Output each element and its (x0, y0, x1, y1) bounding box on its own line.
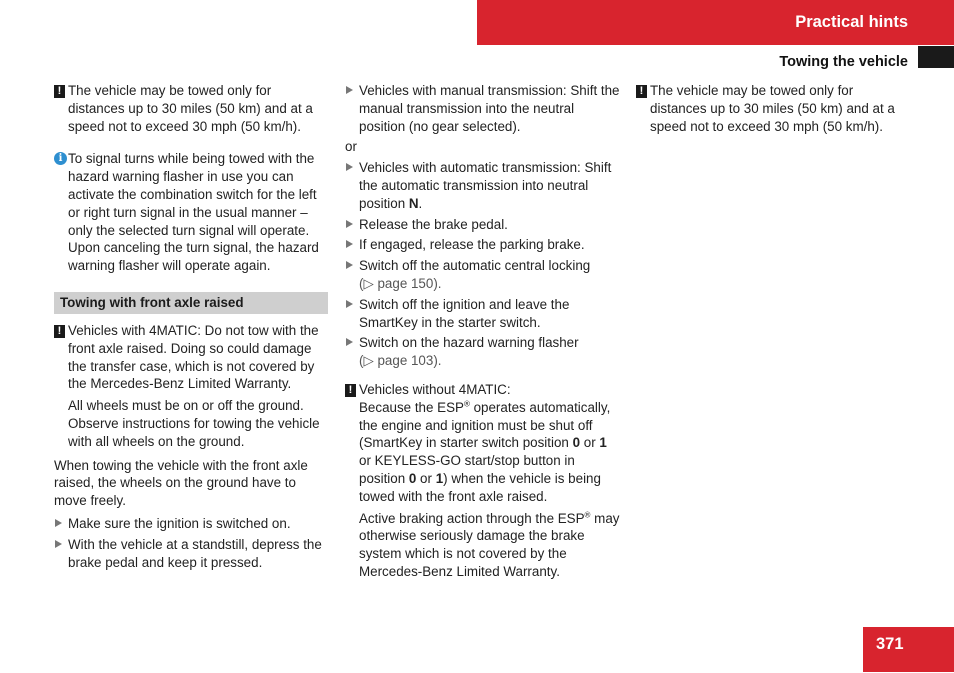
step-text: With the vehicle at a standstill, depress the brake pedal and keep it pressed. (68, 536, 322, 570)
bullet-triangle-icon (346, 338, 353, 346)
list-item (345, 334, 621, 370)
position-one: 1 (599, 435, 607, 451)
list-item (345, 82, 621, 135)
bullet-triangle-icon (346, 261, 353, 269)
step-text: Vehicles with automatic transmission: Shift the automatic transmission into neutral position (359, 160, 612, 211)
warning-text: operates automatically, the engine and ignition must be shut off (SmartKey in starter switch position (359, 399, 611, 451)
list-item (345, 296, 621, 332)
page-reference: (▷ page 150). (359, 275, 442, 291)
step-text: Vehicles with manual transmission: Shift the manual transmission into the neutral position (no gear selected). (359, 83, 620, 134)
page-subtitle: Towing the vehicle (779, 54, 908, 70)
warning-text: Active braking action through the ESP (359, 510, 585, 526)
warning-continuation: All wheels must be on or off the ground. Observe instructions for towing the vehicle with all wheels on the ground. (68, 398, 320, 449)
section-title: Practical hints (795, 13, 908, 31)
list-item (54, 515, 328, 533)
page-reference: (▷ page 103). (359, 353, 442, 369)
bullet-triangle-icon (55, 540, 62, 548)
step-text: Release the brake pedal. (359, 216, 508, 232)
column-left (54, 82, 328, 571)
warning-text: or KEYLESS-GO start/stop button in position (359, 453, 575, 486)
list-item (345, 257, 621, 293)
info-note (54, 150, 328, 275)
registered-mark: ® (584, 510, 591, 520)
step-text: Switch off the automatic central locking (359, 258, 591, 274)
bullet-triangle-icon (55, 519, 62, 527)
bullet-triangle-icon (346, 163, 353, 171)
warning-icon: ! (54, 325, 65, 338)
warning-text: may otherwise seriously damage the brake system which is not covered by the Mercedes-Benz Limited Warranty. (359, 510, 620, 579)
column-right (636, 82, 908, 135)
registered-mark: ® (463, 399, 470, 409)
or-word: or (580, 435, 600, 451)
list-item (345, 236, 621, 254)
warning-continuation (359, 510, 621, 581)
bullet-triangle-icon (346, 86, 353, 94)
position-zero: 0 (408, 470, 417, 486)
step-text-end: . (418, 195, 423, 211)
gear-position: N (408, 195, 419, 211)
warning-icon: ! (54, 85, 65, 98)
warning-text: Because the ESP (359, 399, 464, 415)
list-item (345, 159, 621, 212)
column-middle (345, 82, 621, 581)
warning-title: Vehicles without 4MATIC: (359, 381, 511, 397)
step-text: If engaged, release the parking brake. (359, 237, 585, 253)
warning-text: The vehicle may be towed only for distances up to 30 miles (50 km) and at a speed not to exceed 30 mph (50 km/h). (68, 83, 313, 134)
bullet-triangle-icon (346, 300, 353, 308)
step-text: Make sure the ignition is switched on. (68, 515, 291, 531)
step-text: Switch on the hazard warning flasher (359, 335, 579, 351)
page-number: 371 (876, 635, 904, 653)
warning-text: Vehicles with 4MATIC: Do not tow with the front axle raised. Doing so could damage the transfer case, which is not covered by the Mercedes-Benz Limited Warranty. (68, 322, 319, 392)
list-item (345, 216, 621, 234)
warning-note (636, 82, 908, 135)
or-separator: or (345, 139, 357, 155)
warning-note (54, 322, 328, 393)
warning-note (345, 381, 621, 506)
chapter-tab-marker (918, 46, 954, 68)
warning-text: The vehicle may be towed only for distances up to 30 miles (50 km) and at a speed not to exceed 30 mph (50 km/h). (650, 83, 895, 134)
position-zero: 0 (572, 435, 581, 451)
body-paragraph: When towing the vehicle with the front axle raised, the wheels on the ground have to move freely. (54, 457, 308, 509)
info-icon: i (54, 152, 67, 165)
bullet-triangle-icon (346, 240, 353, 248)
list-item (54, 536, 328, 572)
step-text: Switch off the ignition and leave the SmartKey in the starter switch. (359, 296, 570, 330)
position-one: 1 (435, 470, 444, 486)
section-heading: Towing with front axle raised (54, 292, 328, 314)
warning-icon: ! (345, 384, 356, 397)
warning-text: ) when the vehicle is being towed with the front axle raised. (359, 470, 601, 504)
bullet-triangle-icon (346, 220, 353, 228)
warning-icon: ! (636, 85, 647, 98)
info-text: To signal turns while being towed with the hazard warning flasher in use you can activate the combination switch for the left or right turn signal in the usual manner – only the selected turn signal will operate. Upon canceling the turn signal, the hazard warning flasher will operate again. (68, 151, 319, 274)
warning-note (54, 82, 328, 135)
or-word: or (416, 470, 436, 486)
